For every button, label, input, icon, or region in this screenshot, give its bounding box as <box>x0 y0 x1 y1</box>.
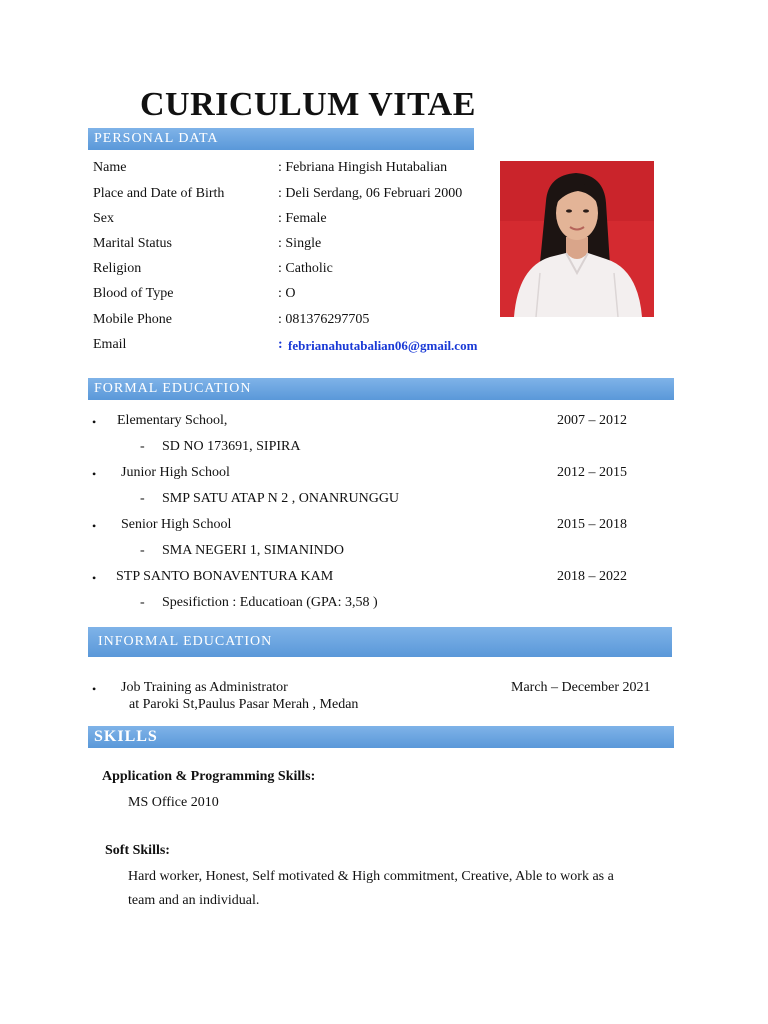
soft-skills-heading: Soft Skills: <box>105 843 170 858</box>
label-sex: Sex <box>93 211 114 226</box>
value-name: : Febriana Hingish Hutabalian <box>278 160 448 175</box>
value-religion: : Catholic <box>278 261 333 276</box>
value-sex: : Female <box>278 211 327 226</box>
education-years: 2007 – 2012 <box>557 413 627 428</box>
education-years: 2015 – 2018 <box>557 517 627 532</box>
value-marital-status: : Single <box>278 236 322 251</box>
label-marital-status: Marital Status <box>93 236 172 251</box>
label-name: Name <box>93 160 127 175</box>
page-title: CURICULUM VITAE <box>140 86 476 123</box>
application-skills-heading: Application & Programming Skills: <box>102 769 316 784</box>
education-name: Senior High School <box>121 517 232 532</box>
soft-skills-line: team and an individual. <box>128 893 260 908</box>
section-header-personal-data: PERSONAL DATA <box>88 128 474 150</box>
email-colon: : <box>278 337 283 352</box>
section-header-skills: SKILLS <box>88 726 674 748</box>
label-religion: Religion <box>93 261 142 276</box>
bullet-icon: • <box>92 571 97 585</box>
education-detail: SMA NEGERI 1, SIMANINDO <box>162 543 345 558</box>
soft-skills-line: Hard worker, Honest, Self motivated & High commitment, Creative, Able to work as a <box>128 869 614 884</box>
label-birth: Place and Date of Birth <box>93 186 225 201</box>
bullet-icon: • <box>92 519 97 533</box>
profile-photo <box>500 161 654 317</box>
dash-icon: - <box>140 595 145 610</box>
dash-icon: - <box>140 439 145 454</box>
training-place: at Paroki St,Paulus Pasar Merah , Medan <box>129 697 359 712</box>
label-blood-type: Blood of Type <box>93 286 174 301</box>
dash-icon: - <box>140 543 145 558</box>
portrait-image <box>500 161 654 317</box>
training-name: Job Training as Administrator <box>121 680 288 695</box>
bullet-icon: • <box>92 682 97 696</box>
value-birth: : Deli Serdang, 06 Februari 2000 <box>278 186 463 201</box>
bullet-icon: • <box>92 467 97 481</box>
education-detail: Spesifiction : Educatioan (GPA: 3,58 ) <box>162 595 378 610</box>
bullet-icon: • <box>92 415 97 429</box>
email-link[interactable]: febrianahutabalian06@gmail.com <box>288 338 478 353</box>
dash-icon: - <box>140 491 145 506</box>
training-period: March – December 2021 <box>511 680 651 695</box>
value-mobile-phone: : 081376297705 <box>278 312 370 327</box>
section-header-informal-education: INFORMAL EDUCATION <box>88 627 672 657</box>
label-email: Email <box>93 337 127 352</box>
education-name: Elementary School, <box>117 413 228 428</box>
label-mobile-phone: Mobile Phone <box>93 312 172 327</box>
education-name: Junior High School <box>121 465 230 480</box>
section-header-formal-education: FORMAL EDUCATION <box>88 378 674 400</box>
education-years: 2012 – 2015 <box>557 465 627 480</box>
education-detail: SD NO 173691, SIPIRA <box>162 439 301 454</box>
education-name: STP SANTO BONAVENTURA KAM <box>116 569 334 584</box>
education-years: 2018 – 2022 <box>557 569 627 584</box>
value-blood-type: : O <box>278 286 296 301</box>
application-skills-value: MS Office 2010 <box>128 795 219 810</box>
education-detail: SMP SATU ATAP N 2 , ONANRUNGGU <box>162 491 400 506</box>
